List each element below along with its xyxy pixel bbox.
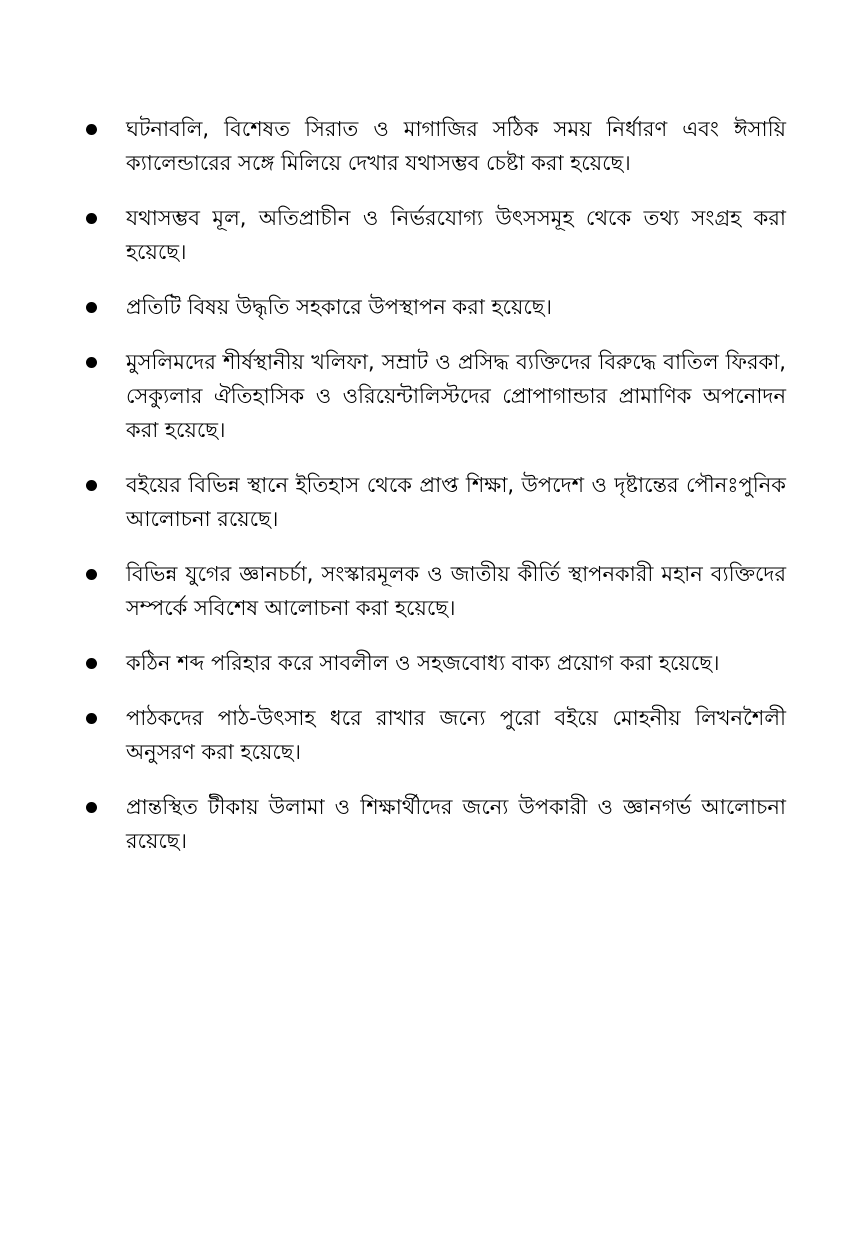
list-item: [84, 646, 786, 680]
bullet-icon: [86, 569, 97, 580]
bullet-icon: [86, 713, 97, 724]
list-item-text: কঠিন শব্দ পরিহার করে সাবলীল ও সহজবোধ্য বাক্য প্রয়োগ করা হয়েছে।: [126, 651, 720, 675]
list-item: [84, 790, 786, 858]
bullet-icon: [86, 357, 97, 368]
list-item: [84, 557, 786, 625]
list-item-text: যথাসম্ভব মূল, অতিপ্রাচীন ও নির্ভরযোগ্য উৎসসমূহ থেকে তথ্য সংগ্রহ করা হয়েছে।: [126, 206, 786, 264]
list-item: [84, 345, 786, 447]
bullet-icon: [86, 213, 97, 224]
bullet-icon: [86, 124, 97, 135]
list-item: [84, 201, 786, 269]
list-item-text: ঘটনাবলি, বিশেষত সিরাত ও মাগাজির সঠিক সময় নির্ধারণ এবং ঈসায়ি ক্যালেন্ডারের সঙ্গে মিলিয়ে দেখার যথাসম্ভব চেষ্টা করা হয়েছে।: [126, 117, 786, 175]
bullet-icon: [86, 302, 97, 313]
list-item: [84, 290, 786, 324]
list-item: [84, 468, 786, 536]
list-item-text: বইয়ের বিভিন্ন স্থানে ইতিহাস থেকে প্রাপ্ত শিক্ষা, উপদেশ ও দৃষ্টান্তের পৌনঃপুনিক আলোচনা রয়েছে।: [126, 473, 786, 531]
bullet-icon: [86, 658, 97, 669]
list-item-text: বিভিন্ন যুগের জ্ঞানচর্চা, সংস্কারমূলক ও জাতীয় কীর্তি স্থাপনকারী মহান ব্যক্তিদের সম্পর্কে সবিশেষ আলোচনা করা হয়েছে।: [126, 562, 786, 620]
feature-bullet-list: [84, 112, 786, 879]
list-item-text: পাঠকদের পাঠ-উৎসাহ ধরে রাখার জন্যে পুরো বইয়ে মোহনীয় লিখনশৈলী অনুসরণ করা হয়েছে।: [126, 706, 786, 764]
list-item: [84, 701, 786, 769]
bullet-icon: [86, 480, 97, 491]
list-item-text: মুসলিমদের শীর্ষস্থানীয় খলিফা, সম্রাট ও প্রসিদ্ধ ব্যক্তিদের বিরুদ্ধে বাতিল ফিরকা, সেক্যুলার ঐতিহাসিক ও ওরিয়েন্টালিস্টদের প্রোপাগান্ডার প্রামাণিক অপনোদন করা হয়েছে।: [126, 350, 786, 442]
bullet-icon: [86, 802, 97, 813]
list-item: [84, 112, 786, 180]
list-item-text: প্রতিটি বিষয় উদ্ধৃতি সহকারে উপস্থাপন করা হয়েছে।: [126, 295, 553, 319]
list-item-text: প্রান্তস্থিত টীকায় উলামা ও শিক্ষার্থীদের জন্যে উপকারী ও জ্ঞানগর্ভ আলোচনা রয়েছে।: [126, 795, 786, 853]
